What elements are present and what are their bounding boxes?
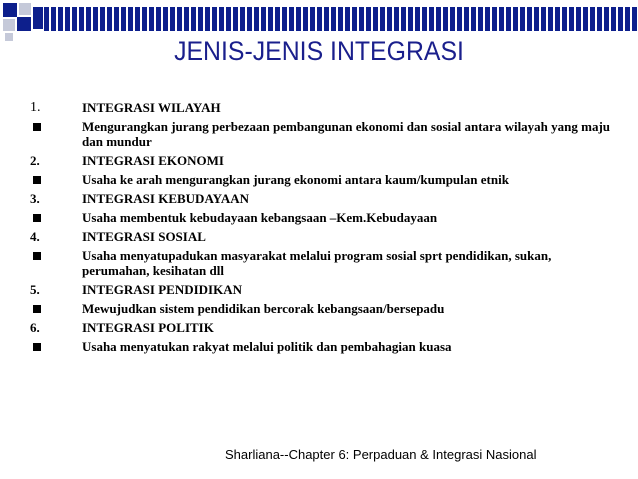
list-number: 6. bbox=[30, 320, 40, 335]
square-bullet-icon bbox=[33, 305, 41, 313]
header-stripe-band bbox=[44, 7, 638, 31]
square-bullet-icon bbox=[33, 343, 41, 351]
list-heading: INTEGRASI SOSIAL bbox=[82, 229, 206, 244]
list-text: Mengurangkan jurang perbezaan pembangunan ekonomi dan sosial antara wilayah yang maju dan mundur bbox=[82, 119, 611, 149]
list-item bbox=[30, 301, 620, 316]
list-item bbox=[30, 153, 620, 168]
list-text: Usaha membentuk kebudayaan kebangsaan –Kem.Kebudayaan bbox=[82, 210, 438, 225]
list-item bbox=[30, 210, 620, 225]
slide-footer: Sharliana--Chapter 6: Perpaduan & Integrasi Nasional bbox=[225, 447, 537, 462]
list-item bbox=[30, 248, 620, 278]
list-number: 1. bbox=[30, 100, 41, 115]
list-number: 4. bbox=[30, 229, 40, 244]
list-item bbox=[30, 320, 620, 335]
list-text: Usaha ke arah mengurangkan jurang ekonomi antara kaum/kumpulan etnik bbox=[82, 172, 509, 187]
list-item bbox=[30, 339, 620, 354]
list-item bbox=[30, 229, 620, 244]
list-item bbox=[30, 119, 620, 149]
list-text: Mewujudkan sistem pendidikan bercorak kebangsaan/bersepadu bbox=[82, 301, 445, 316]
slide-content bbox=[30, 100, 620, 358]
list-heading: INTEGRASI POLITIK bbox=[82, 320, 214, 335]
list-heading: INTEGRASI KEBUDAYAAN bbox=[82, 191, 250, 206]
list-item bbox=[30, 100, 620, 115]
list-heading: INTEGRASI WILAYAH bbox=[82, 100, 221, 115]
list-number: 3. bbox=[30, 191, 40, 206]
square-bullet-icon bbox=[33, 123, 41, 131]
list-item bbox=[30, 282, 620, 297]
list-text: Usaha menyatukan rakyat melalui politik dan pembahagian kuasa bbox=[82, 339, 452, 354]
list-item bbox=[30, 191, 620, 206]
square-bullet-icon bbox=[33, 252, 41, 260]
list-text: Usaha menyatupadukan masyarakat melalui program sosial sprt pendidikan, sukan, perumahan, kesihatan dll bbox=[82, 248, 552, 278]
list-number: 5. bbox=[30, 282, 40, 297]
square-bullet-icon bbox=[33, 214, 41, 222]
list-heading: INTEGRASI EKONOMI bbox=[82, 153, 224, 168]
list-number: 2. bbox=[30, 153, 40, 168]
list-item bbox=[30, 172, 620, 187]
list-heading: INTEGRASI PENDIDIKAN bbox=[82, 282, 242, 297]
square-bullet-icon bbox=[33, 176, 41, 184]
slide-title: JENIS-JENIS INTEGRASI bbox=[174, 36, 464, 66]
